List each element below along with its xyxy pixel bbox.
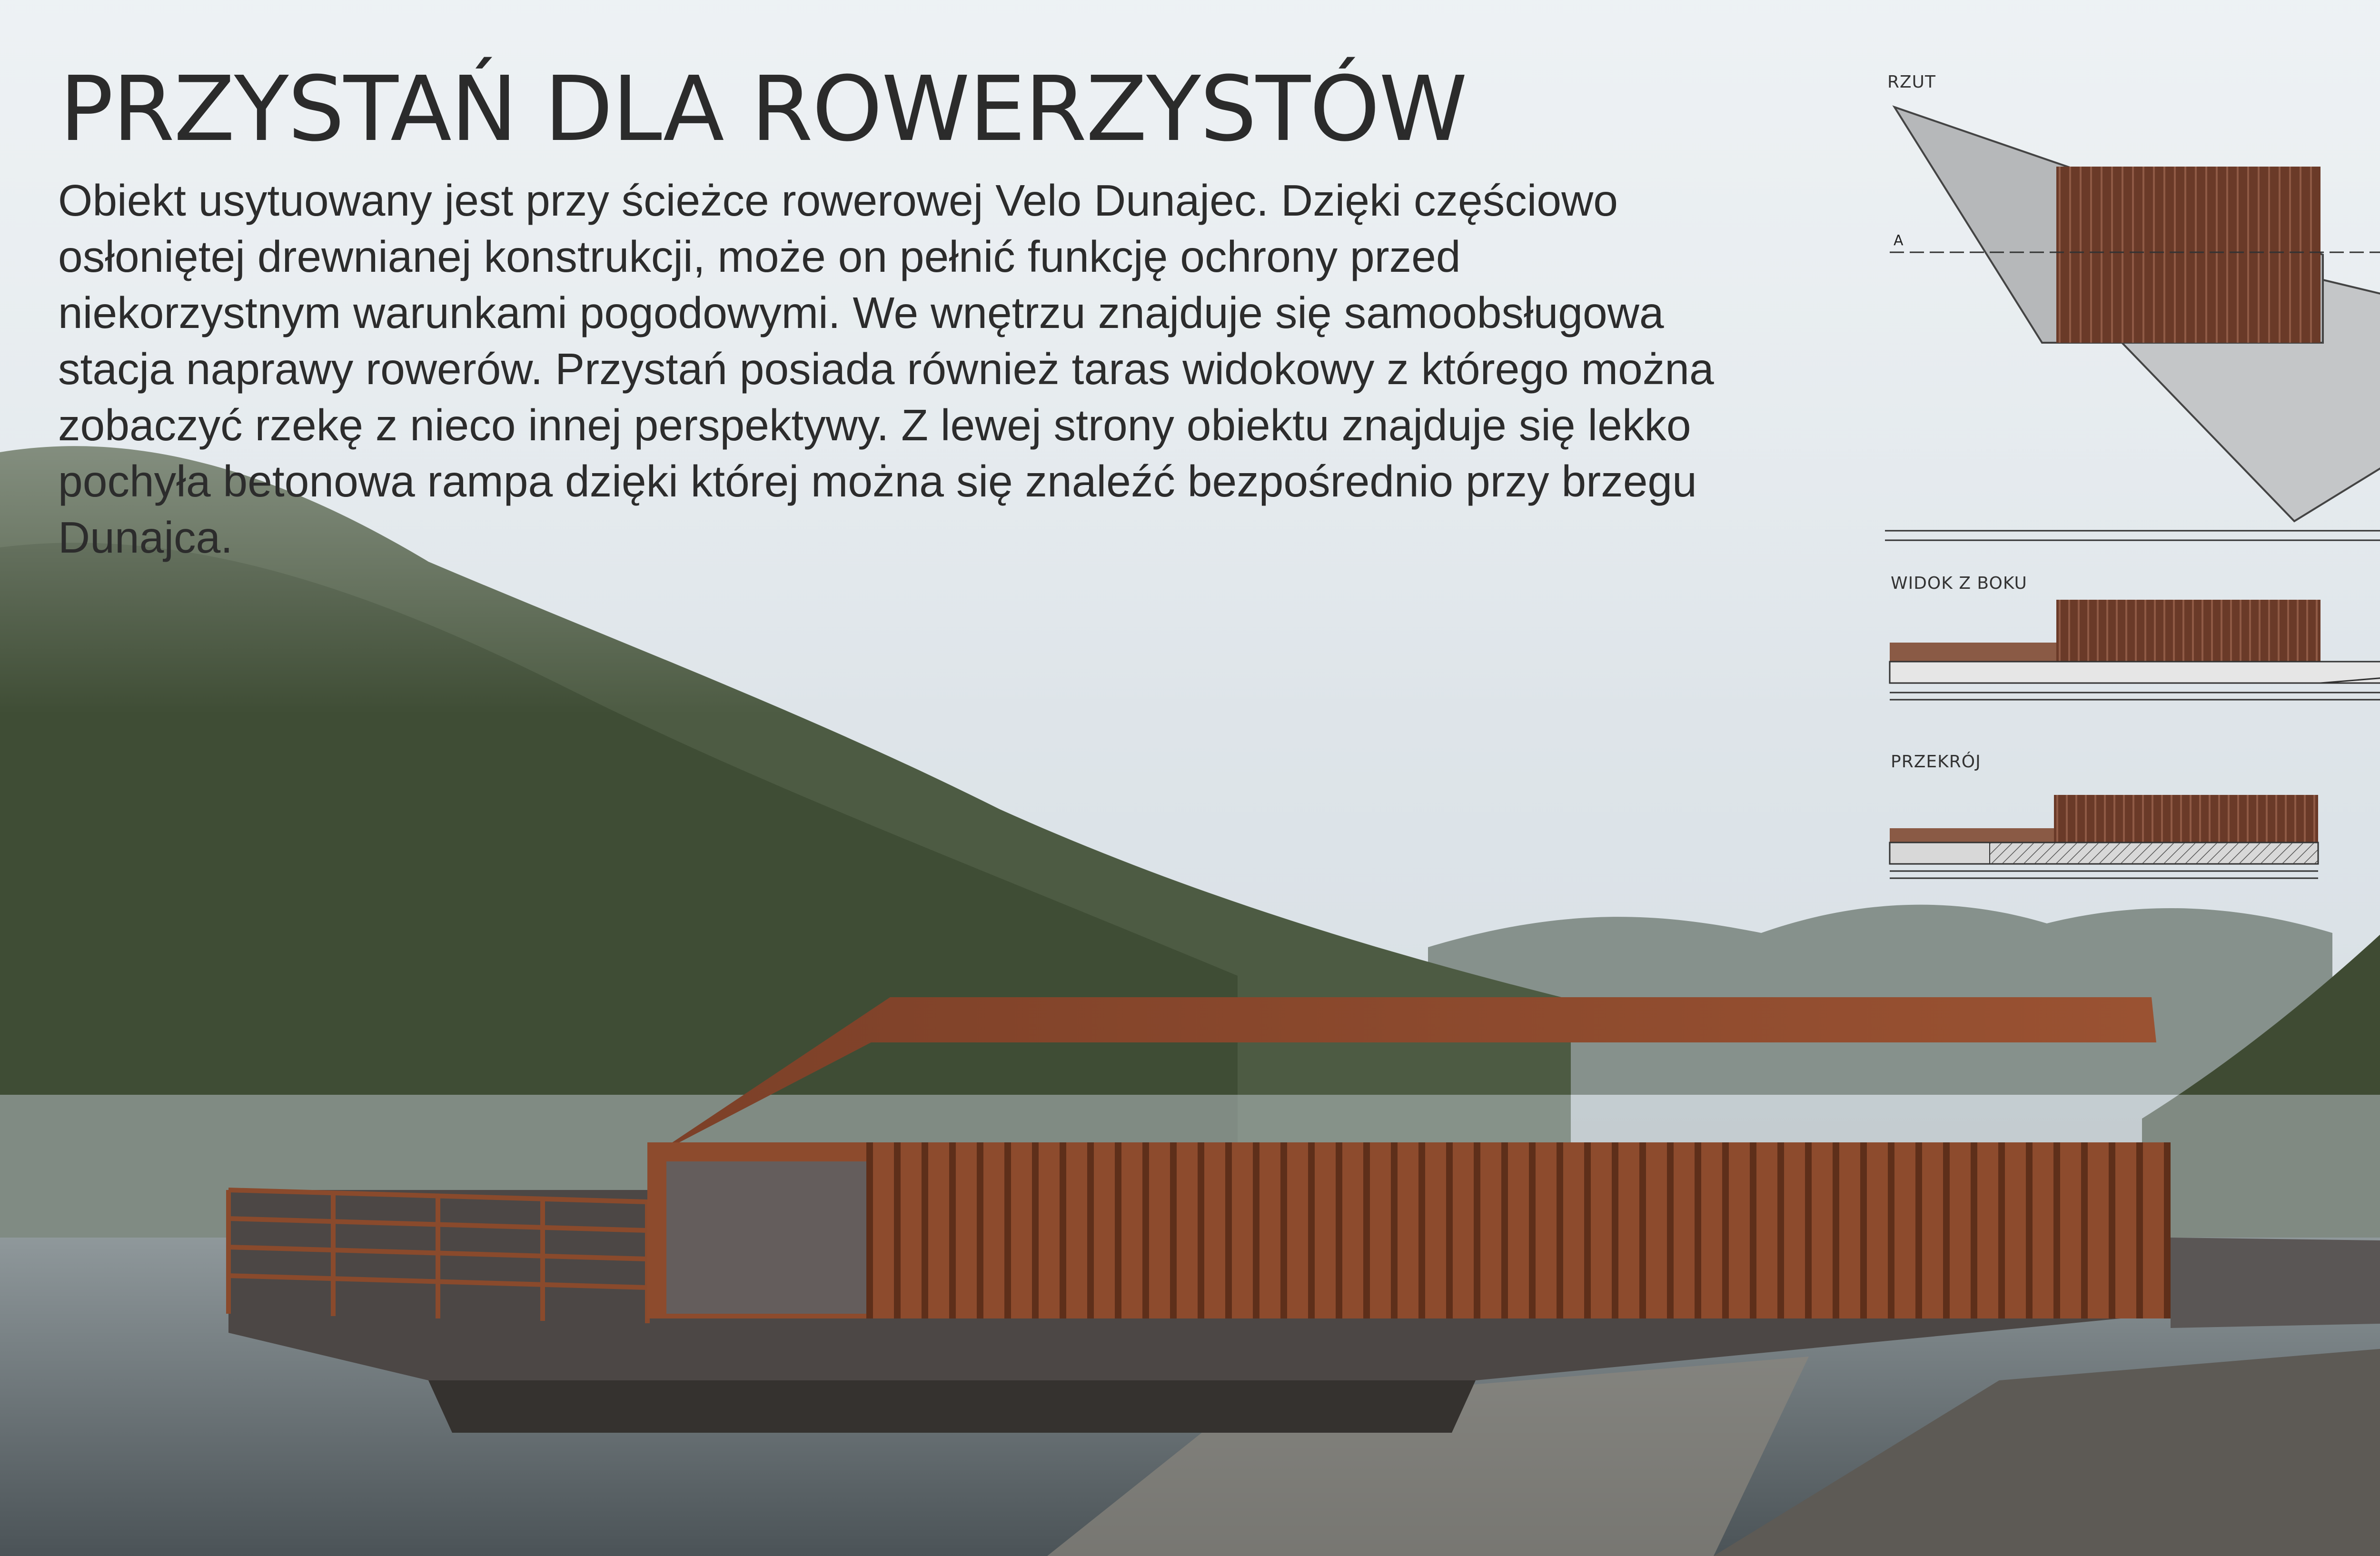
section-label: PRZEKRÓJ <box>1891 752 1981 772</box>
project-description: Obiekt usytuowany jest przy ścieżce rowerowej Velo Dunajec. Dzięki częściowo osłoniętej drewnianej konstrukcji, może on pełnić funkcję ochrony przed niekorzystnym warunkami pogodowymi. We wnętrzu znajduje się samoobsługowa stacja naprawy rowerów. Przystań posiada również taras widokowy z którego można zobaczyć rzekę z nieco innej perspektywy. Z lewej strony obiektu znajduje się lekko pochyła betonowa rampa dzięki której można się znaleźć bezpośrednio przy brzegu Dunajca. <box>58 176 1714 562</box>
plan-label: RZUT <box>1887 72 1936 92</box>
section-drawing <box>1885 776 2342 885</box>
section-mark-left: A <box>1894 232 1904 249</box>
side-view-drawing <box>1885 595 2380 704</box>
page-title: PRZYSTAŃ DLA ROWERZYSTÓW <box>60 57 1467 161</box>
side-view-label: WIDOK Z BOKU <box>1891 574 2027 593</box>
floor-plan-drawing <box>1885 95 2380 547</box>
